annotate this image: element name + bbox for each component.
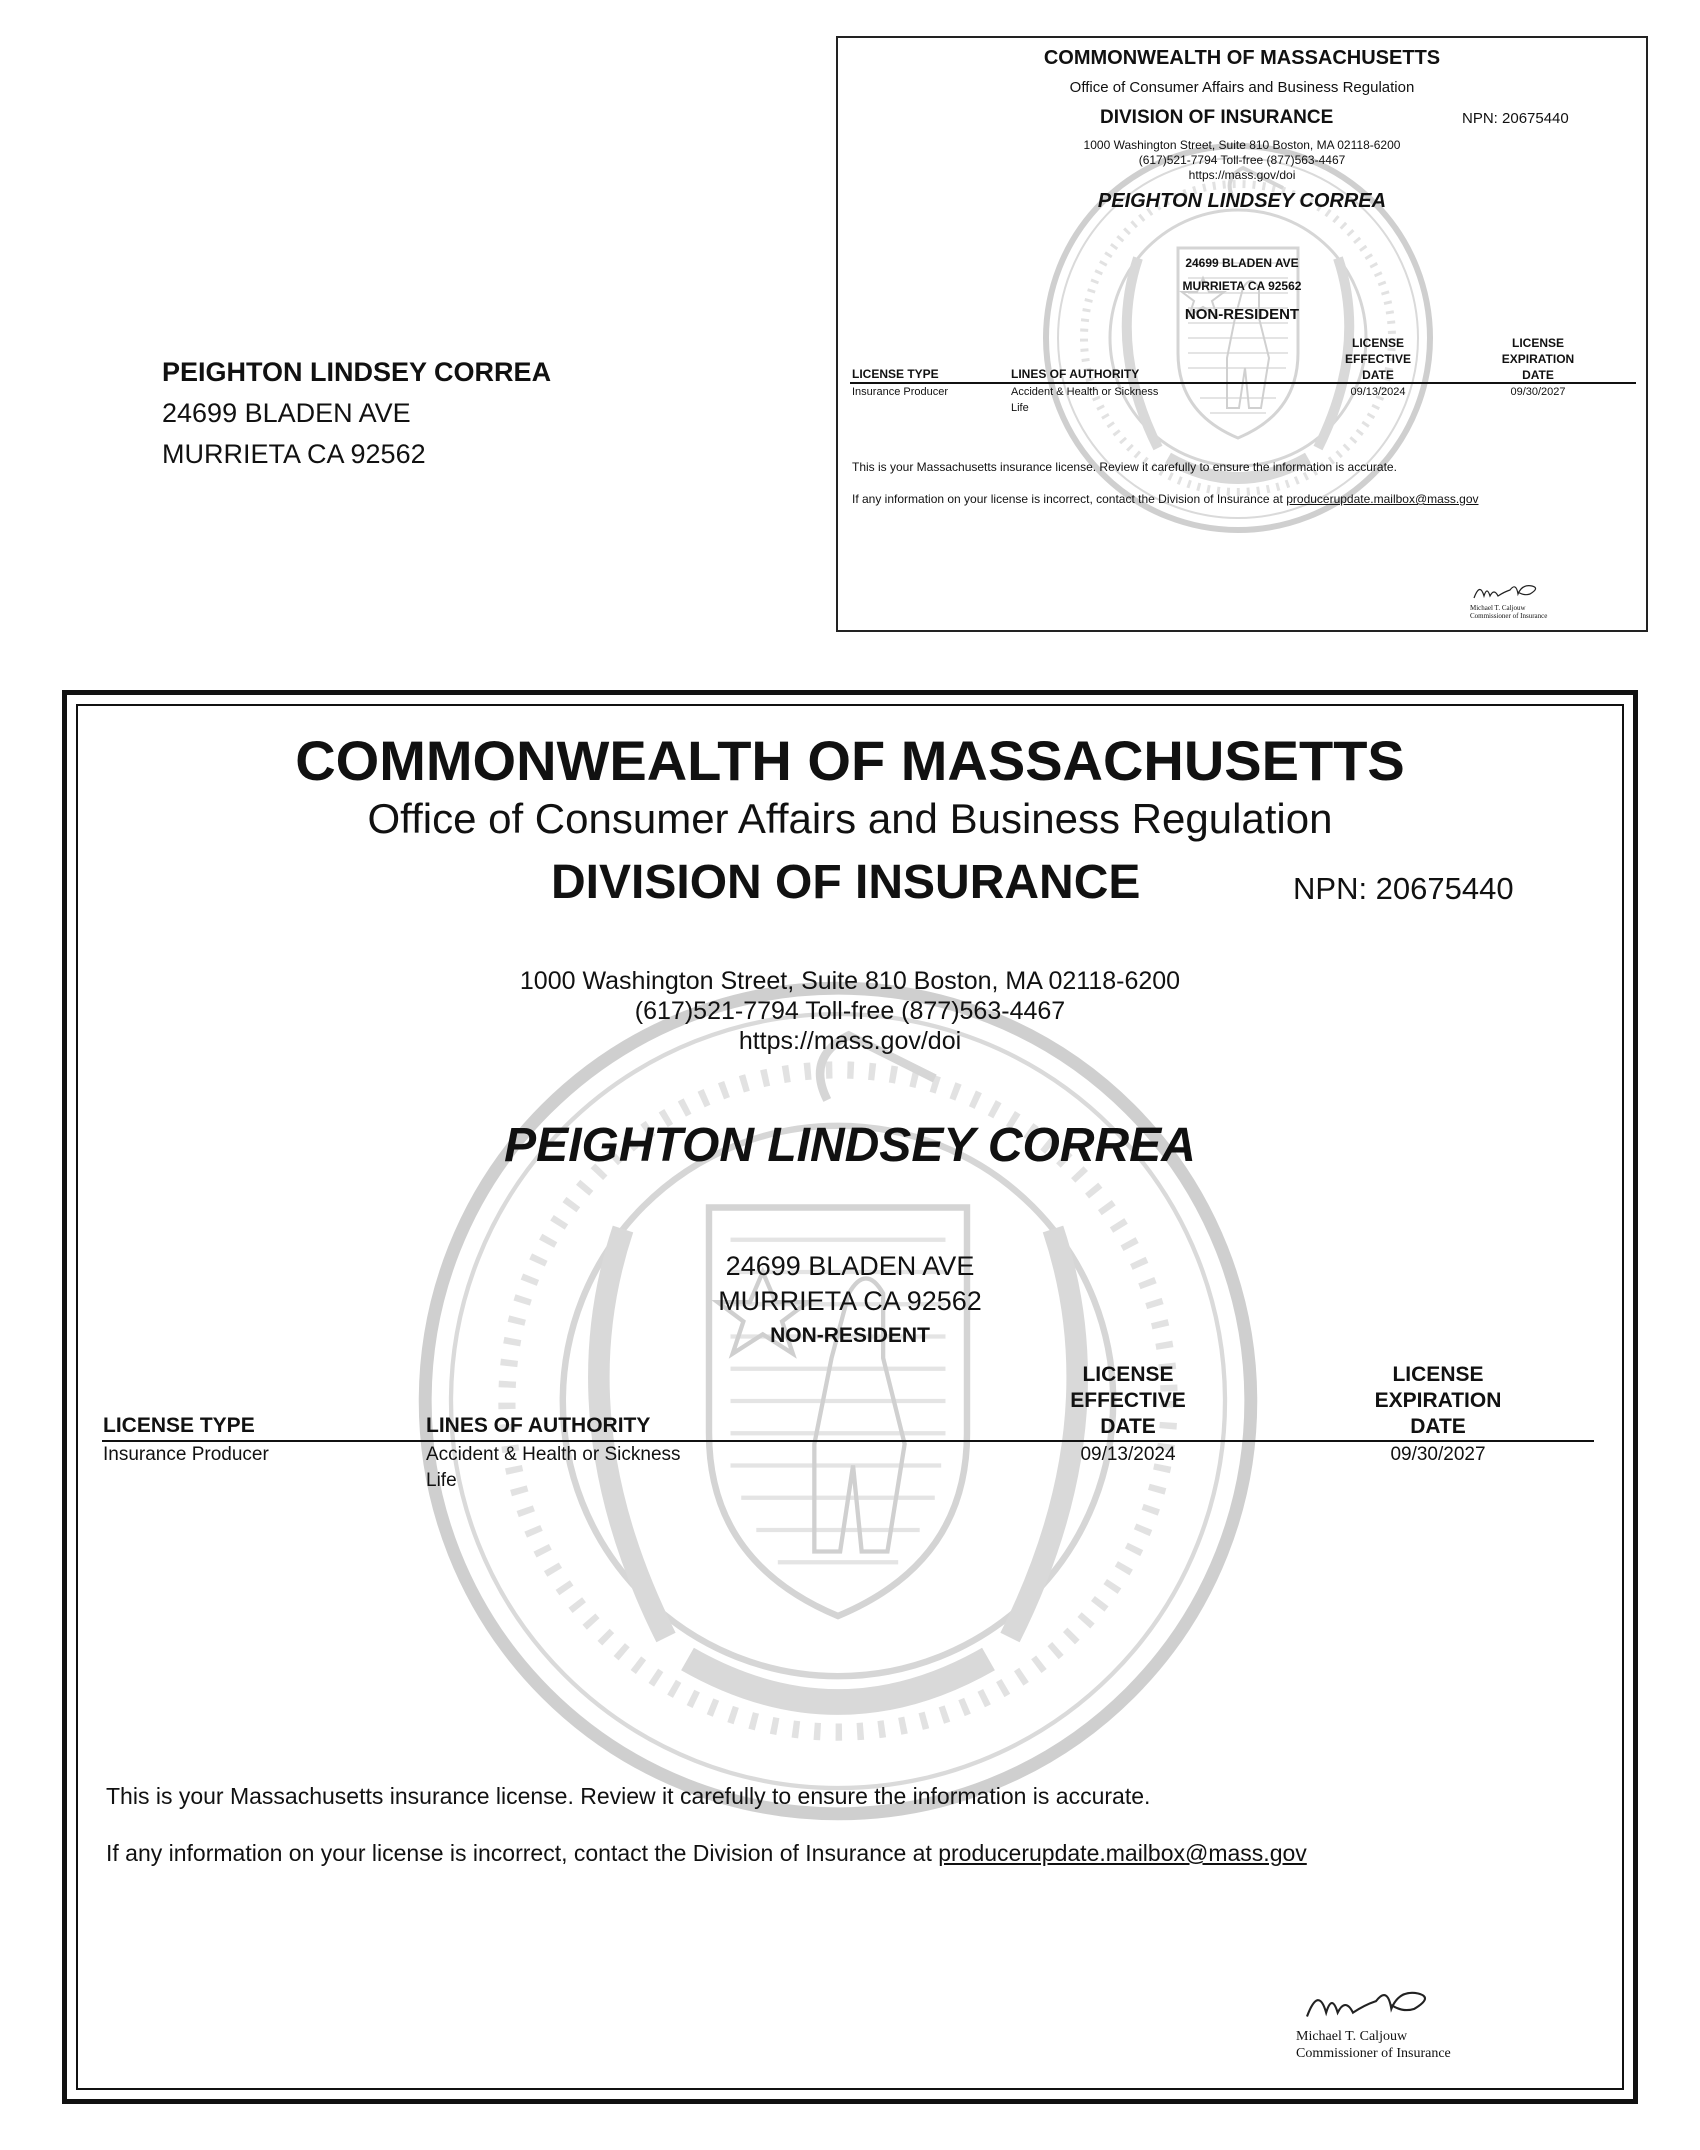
- row-expiration-date: 09/30/2027: [1510, 386, 1566, 398]
- signer-name: Michael T. Caljouw: [1470, 604, 1526, 612]
- division-address-large: 1000 Washington Street, Suite 810 Boston, MA 02118-6200: [519, 967, 1181, 995]
- col-lines-of-authority: LINES OF AUTHORITY: [1011, 367, 1140, 381]
- col-effective-date-large: LICENSE EFFECTIVE DATE: [1070, 1363, 1186, 1438]
- row-effective-date: 09/13/2024: [1350, 386, 1406, 398]
- contact-email-link[interactable]: producerupdate.mailbox@mass.gov: [1286, 492, 1479, 506]
- division-name: DIVISION OF INSURANCE: [1100, 107, 1334, 128]
- table-header-rule: [850, 382, 1636, 384]
- row-line-of-authority-2-large: Life: [426, 1470, 457, 1491]
- signature-block-large: [1296, 1982, 1456, 2062]
- signer-name-large: Michael T. Caljouw: [1296, 2029, 1408, 2044]
- col-license-type-large: LICENSE TYPE: [103, 1414, 255, 1437]
- division-website: https://mass.gov/doi: [1188, 168, 1296, 182]
- col-license-type: LICENSE TYPE: [852, 367, 939, 381]
- signature-image-large: [1296, 1982, 1456, 2028]
- signer-title: Commissioner of Insurance: [1470, 612, 1548, 620]
- row-license-type-large: Insurance Producer: [103, 1444, 269, 1465]
- division-website-large: https://mass.gov/doi: [738, 1027, 962, 1055]
- table-header-rule-large: [102, 1440, 1594, 1442]
- office-name: Office of Consumer Affairs and Business Regulation: [1069, 79, 1415, 96]
- license-notice: This is your Massachusetts insurance license. Review it carefully to ensure the information is accurate.: [852, 460, 1397, 474]
- incorrect-info-notice-large: If any information on your license is incorrect, contact the Division of Insurance at producerupdate.mailbox@mass.gov: [106, 1840, 1307, 1866]
- residency-status-large: NON-RESIDENT: [770, 1324, 930, 1347]
- npn-number-large: NPN: 20675440: [1293, 871, 1514, 906]
- signer-title-large: Commissioner of Insurance: [1296, 2046, 1451, 2061]
- signature-block: [1470, 580, 1550, 620]
- division-phone: (617)521-7794 Toll-free (877)563-4467: [1138, 153, 1346, 167]
- col-effective-date: LICENSE EFFECTIVE DATE: [1344, 336, 1411, 382]
- license-holder-name-large: PEIGHTON LINDSEY CORREA: [504, 1119, 1196, 1172]
- license-card-small: [836, 36, 1648, 632]
- holder-street: 24699 BLADEN AVE: [1185, 256, 1299, 270]
- contact-email-link-large[interactable]: producerupdate.mailbox@mass.gov: [938, 1840, 1307, 1866]
- mailing-name: PEIGHTON LINDSEY CORREA: [162, 357, 552, 387]
- state-name: COMMONWEALTH OF MASSACHUSETTS: [1043, 47, 1441, 69]
- npn-number: NPN: 20675440: [1462, 110, 1569, 127]
- office-name-large: Office of Consumer Affairs and Business Regulation: [367, 795, 1333, 842]
- division-address: 1000 Washington Street, Suite 810 Boston, MA 02118-6200: [1083, 138, 1401, 152]
- division-name-large: DIVISION OF INSURANCE: [551, 856, 1141, 909]
- license-notice-large: This is your Massachusetts insurance license. Review it carefully to ensure the information is accurate.: [106, 1783, 1151, 1809]
- col-expiration-date-large: LICENSE EXPIRATION DATE: [1374, 1363, 1502, 1438]
- holder-city: MURRIETA CA 92562: [1182, 279, 1302, 293]
- mailing-address: [162, 352, 551, 475]
- incorrect-info-notice: If any information on your license is incorrect, contact the Division of Insurance at producerupdate.mailbox@mass.gov: [852, 492, 1479, 506]
- row-expiration-date-large: 09/30/2027: [1390, 1444, 1486, 1465]
- holder-city-large: MURRIETA CA 92562: [718, 1286, 982, 1316]
- row-effective-date-large: 09/13/2024: [1080, 1444, 1176, 1465]
- mailing-city: MURRIETA CA 92562: [162, 439, 426, 469]
- mailing-street: 24699 BLADEN AVE: [162, 398, 411, 428]
- state-name-large: COMMONWEALTH OF MASSACHUSETTS: [295, 729, 1405, 792]
- residency-status: NON-RESIDENT: [1184, 306, 1300, 323]
- license-holder-name: PEIGHTON LINDSEY CORREA: [1097, 190, 1387, 212]
- signature-image: [1470, 580, 1550, 604]
- holder-street-large: 24699 BLADEN AVE: [725, 1251, 975, 1281]
- row-line-of-authority-1: Accident & Health or Sickness: [1011, 386, 1159, 398]
- license-card-large: [62, 690, 1638, 2104]
- col-lines-of-authority-large: LINES OF AUTHORITY: [426, 1414, 651, 1437]
- row-line-of-authority-1-large: Accident & Health or Sickness: [426, 1444, 681, 1465]
- col-expiration-date: LICENSE EXPIRATION DATE: [1501, 336, 1575, 382]
- row-line-of-authority-2: Life: [1011, 402, 1029, 414]
- row-license-type: Insurance Producer: [852, 386, 948, 398]
- division-phone-large: (617)521-7794 Toll-free (877)563-4467: [634, 997, 1066, 1025]
